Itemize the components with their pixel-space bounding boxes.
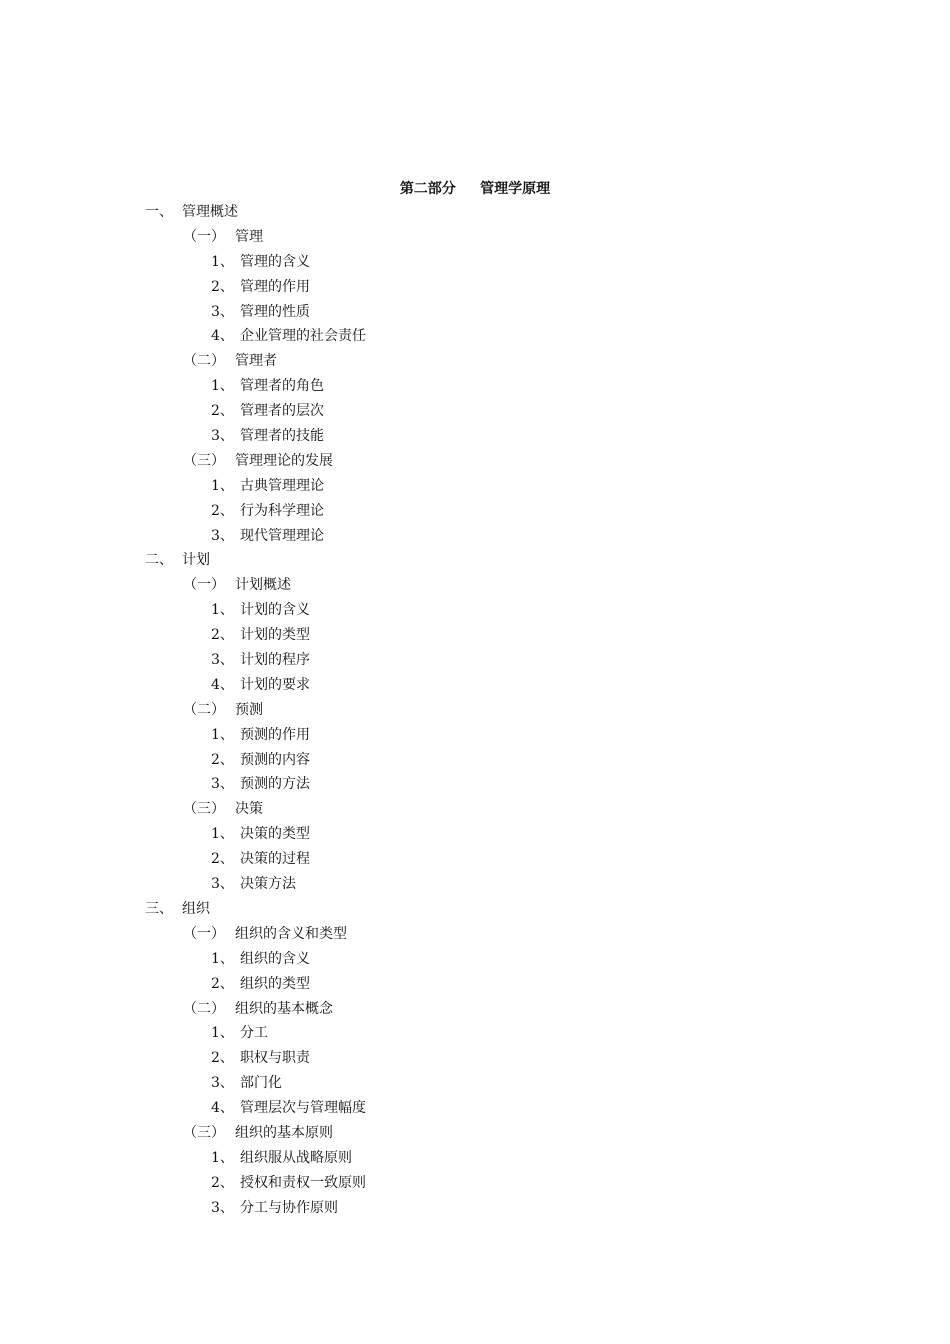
item-number: 1、: [211, 602, 234, 619]
item-number: 2、: [211, 851, 234, 868]
item-number: 4、: [211, 1100, 234, 1117]
list-item: [0, 847, 950, 872]
item-number: （一）: [183, 228, 225, 245]
item-number: （三）: [183, 452, 225, 469]
item-text: 现代管理理论: [240, 527, 324, 544]
item-number: 2、: [211, 975, 234, 992]
subsection-heading: [0, 797, 950, 822]
item-number: 2、: [211, 1174, 234, 1191]
item-number: 1、: [211, 726, 234, 743]
item-number: （二）: [183, 353, 225, 370]
item-text: 组织的基本概念: [235, 1000, 333, 1017]
item-number: 1、: [211, 477, 234, 494]
list-item: [0, 499, 950, 524]
item-text: 预测的内容: [240, 751, 310, 768]
item-number: 2、: [211, 403, 234, 420]
item-text: 组织的含义: [240, 950, 310, 967]
item-text: 决策: [235, 801, 263, 818]
item-text: 决策的过程: [240, 851, 310, 868]
list-item: [0, 972, 950, 997]
list-item: [0, 673, 950, 698]
item-number: （二）: [183, 701, 225, 718]
item-number: 一、: [145, 204, 173, 220]
item-number: （三）: [183, 801, 225, 818]
list-item: [0, 424, 950, 449]
item-text: 组织服从战略原则: [240, 1149, 352, 1166]
list-item: [0, 1171, 950, 1196]
item-text: 职权与职责: [240, 1050, 310, 1067]
subsection-heading: [0, 449, 950, 474]
list-item: [0, 250, 950, 275]
item-number: 3、: [211, 428, 234, 445]
item-text: 计划的类型: [240, 627, 310, 644]
subsection-heading: [0, 349, 950, 374]
item-text: 管理的作用: [240, 278, 310, 295]
section-heading: [0, 548, 950, 573]
item-text: 企业管理的社会责任: [240, 328, 366, 345]
subsection-heading: [0, 573, 950, 598]
item-text: 管理者: [235, 353, 277, 370]
list-item: [0, 822, 950, 847]
item-text: 预测的作用: [240, 726, 310, 743]
item-text: 古典管理理论: [240, 477, 324, 494]
item-number: 1、: [211, 826, 234, 843]
list-item: [0, 1146, 950, 1171]
item-text: 组织的类型: [240, 975, 310, 992]
outline: [0, 200, 950, 1221]
list-item: [0, 723, 950, 748]
item-text: 行为科学理论: [240, 502, 324, 519]
item-number: 1、: [211, 253, 234, 270]
list-item: [0, 872, 950, 897]
section-heading: [0, 200, 950, 225]
list-item: [0, 598, 950, 623]
item-text: 组织的基本原则: [235, 1124, 333, 1141]
list-item: [0, 1196, 950, 1221]
subsection-heading: [0, 997, 950, 1022]
list-item: [0, 1096, 950, 1121]
item-number: 2、: [211, 278, 234, 295]
item-text: 分工与协作原则: [240, 1199, 338, 1216]
item-number: 3、: [211, 527, 234, 544]
item-number: 1、: [211, 378, 234, 395]
item-number: 三、: [145, 900, 173, 917]
list-item: [0, 399, 950, 424]
subsection-heading: [0, 225, 950, 250]
list-item: [0, 324, 950, 349]
list-item: [0, 648, 950, 673]
list-item: [0, 1046, 950, 1071]
item-text: 管理者的角色: [240, 378, 324, 395]
item-text: 管理者的层次: [240, 403, 324, 420]
item-text: 计划概述: [235, 577, 291, 594]
item-number: 二、: [145, 552, 173, 569]
list-item: [0, 275, 950, 300]
list-item: [0, 524, 950, 549]
list-item: [0, 748, 950, 773]
list-item: [0, 947, 950, 972]
list-item: [0, 374, 950, 399]
item-text: 决策方法: [240, 876, 296, 893]
item-number: 3、: [211, 776, 234, 793]
subsection-heading: [0, 1121, 950, 1146]
subsection-heading: [0, 922, 950, 947]
item-text: 管理的含义: [240, 253, 310, 270]
item-text: 管理概述: [182, 204, 238, 220]
subsection-heading: [0, 698, 950, 723]
item-text: 授权和责权一致原则: [240, 1174, 366, 1191]
item-text: 管理理论的发展: [235, 452, 333, 469]
item-number: 2、: [211, 627, 234, 644]
item-number: 2、: [211, 751, 234, 768]
item-text: 管理的性质: [240, 303, 310, 320]
list-item: [0, 772, 950, 797]
item-text: 预测: [235, 701, 263, 718]
list-item: [0, 1021, 950, 1046]
item-number: （一）: [183, 925, 225, 942]
page-title: 第二部分 管理学原理: [399, 181, 551, 197]
item-number: 2、: [211, 1050, 234, 1067]
item-text: 部门化: [240, 1075, 282, 1092]
item-number: 4、: [211, 676, 234, 693]
item-number: 1、: [211, 1025, 234, 1042]
item-text: 计划的要求: [240, 676, 310, 693]
item-text: 管理层次与管理幅度: [240, 1100, 366, 1117]
item-number: （一）: [183, 577, 225, 594]
section-heading: [0, 897, 950, 922]
list-item: [0, 1071, 950, 1096]
list-item: [0, 474, 950, 499]
item-text: 管理: [235, 228, 263, 245]
item-text: 决策的类型: [240, 826, 310, 843]
item-number: （三）: [183, 1124, 225, 1141]
item-number: 1、: [211, 1149, 234, 1166]
item-number: 3、: [211, 876, 234, 893]
item-number: 1、: [211, 950, 234, 967]
item-number: 3、: [211, 652, 234, 669]
item-number: 3、: [211, 1075, 234, 1092]
item-text: 计划的含义: [240, 602, 310, 619]
list-item: [0, 623, 950, 648]
item-text: 管理者的技能: [240, 428, 324, 445]
list-item: [0, 300, 950, 325]
item-number: 2、: [211, 502, 234, 519]
item-number: 3、: [211, 303, 234, 320]
item-text: 分工: [240, 1025, 268, 1042]
item-text: 计划的程序: [240, 652, 310, 669]
item-number: 4、: [211, 328, 234, 345]
item-text: 预测的方法: [240, 776, 310, 793]
item-text: 组织: [182, 900, 210, 917]
item-text: 组织的含义和类型: [235, 925, 347, 942]
item-number: （二）: [183, 1000, 225, 1017]
item-text: 计划: [182, 552, 210, 569]
item-number: 3、: [211, 1199, 234, 1216]
